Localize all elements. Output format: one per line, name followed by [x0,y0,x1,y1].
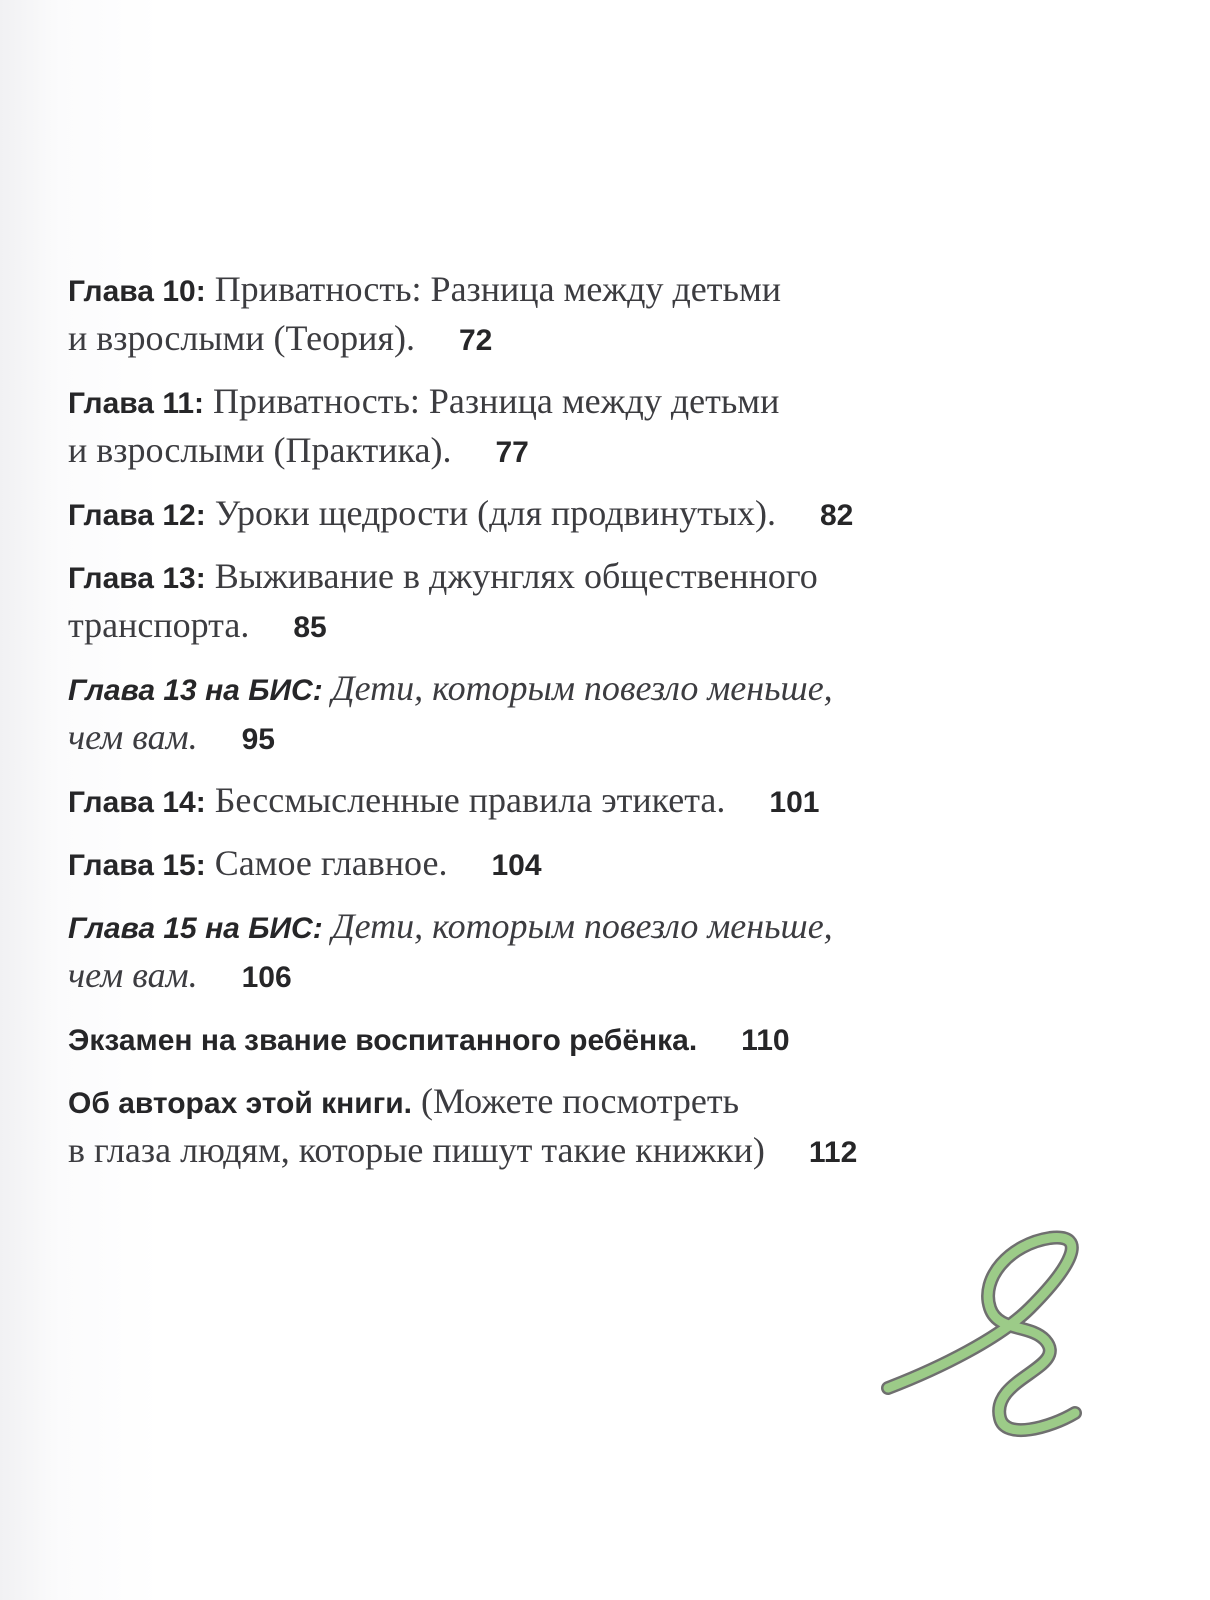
section-subtitle-line1: (Можете посмотреть [412,1081,740,1121]
chapter-label: Глава 15: [68,849,206,882]
page-number: 95 [241,723,275,756]
toc-entry-chapter-13 [68,553,1148,651]
page-number: 72 [458,324,493,357]
section-title: Об авторах этой книги. [68,1087,413,1120]
chapter-title-line1: Дети, которым повезло меньше, [322,668,833,708]
chapter-label: Глава 14: [68,786,206,819]
chapter-title-line1: Приватность: Разница между детьми [205,269,781,309]
toc-entry-chapter-10 [68,266,1148,364]
toc-entry-chapter-14 [68,777,1148,826]
section-title: Экзамен на звание воспитанного ребёнка. [68,1024,698,1057]
chapter-label: Глава 11: [68,387,205,420]
section-subtitle-line2: в глаза людям, которые пишут такие книжки) [68,1130,765,1170]
chapter-title-line1: Самое главное. [205,843,448,883]
page-number: 104 [491,849,542,882]
toc-entry-about-authors [68,1078,1148,1176]
page-number: 77 [495,436,529,469]
chapter-title-line1: Приватность: Разница между детьми [204,381,780,421]
page-number: 101 [769,786,820,819]
page-number: 112 [808,1136,858,1169]
page-number: 85 [293,611,327,644]
green-flourish-icon [880,1228,1090,1448]
chapter-label: Глава 15 на БИС: [68,912,323,945]
chapter-label: Глава 10: [68,275,206,308]
chapter-title-line2: транспорта. [68,605,250,645]
toc-entry-exam [68,1015,1148,1064]
toc-entry-chapter-12 [68,490,1148,539]
chapter-title-line1: Уроки щедрости (для продвинутых). [205,493,776,533]
page-number: 106 [241,961,292,994]
chapter-label: Глава 13: [68,562,206,595]
chapter-title-line2: и взрослыми (Теория). [68,318,415,358]
chapter-title-line2: и взрослыми (Практика). [68,430,452,470]
page-number: 82 [820,499,854,532]
table-of-contents [68,266,1148,1190]
toc-entry-chapter-15-bis [68,903,1148,1001]
chapter-title-line1: Дети, которым повезло меньше, [322,906,833,946]
page-number: 110 [741,1024,790,1057]
toc-entry-chapter-15 [68,840,1148,889]
chapter-label: Глава 13 на БИС: [68,674,323,707]
toc-entry-chapter-11 [68,378,1148,476]
chapter-title-line2: чем вам. [68,955,198,995]
chapter-label: Глава 12: [68,499,206,532]
toc-entry-chapter-13-bis [68,665,1148,763]
chapter-title-line1: Выживание в джунглях общественного [205,556,818,596]
chapter-title-line1: Бессмысленные правила этикета. [205,780,726,820]
chapter-title-line2: чем вам. [68,717,198,757]
